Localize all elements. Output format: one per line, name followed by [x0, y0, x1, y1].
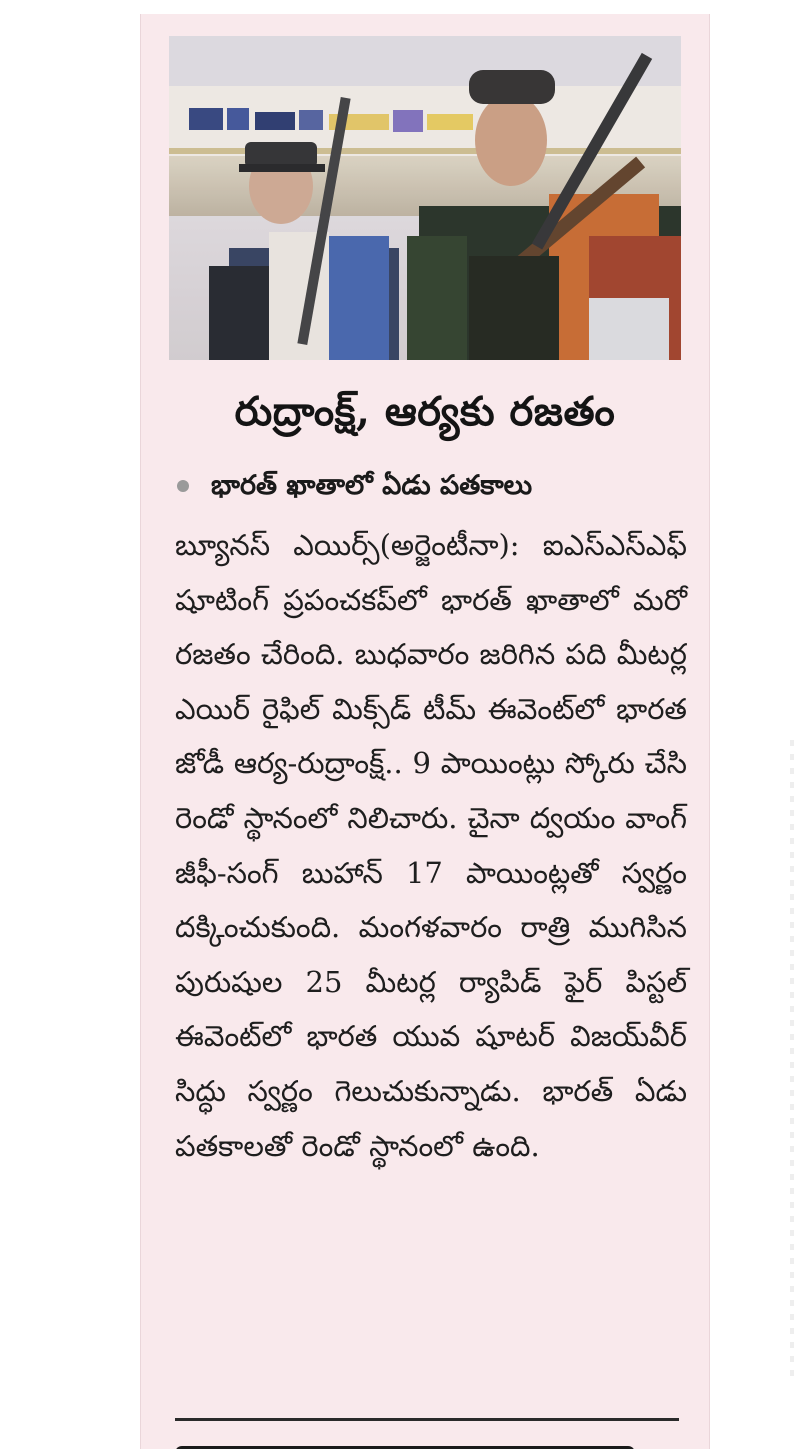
article-body: బ్యూనస్ ఎయిర్స్(అర్జెంటీనా): ఐఎస్ఎస్ఎఫ్ షూటింగ్ ప్రపంచకప్‌లో భారత్ ఖాతాలో మరో రజతం చేరింది. బుధవారం జరిగిన పది మీటర్ల ఎయిర్ రైఫిల్ మిక్స్‌డ్ టీమ్ ఈవెంట్‌లో భారత జోడీ ఆర్య-రుద్రాంక్ష్.. 9 పాయింట్లు స్కోరు చేసి రెండో స్థానంలో నిలిచారు. చైనా ద్వయం వాంగ్ జీఫీ-సంగ్ బుహాన్ 17 పాయింట్లతో స్వర్ణం దక్కించుకుంది. మంగళవారం రాత్రి ముగిసిన పురుషుల 25 మీటర్ల ర్యాపిడ్ ఫైర్ పిస్టల్ ఈవెంట్‌లో భారత యువ షూటర్ విజయ్‌వీర్ సిద్ధు స్వర్ణం గెలుచుకున్నాడు. భారత్ ఏడు పతకాలతో రెండో స్థానంలో ఉంది.	[175, 528, 687, 1163]
news-clipping	[140, 14, 710, 1449]
scan-edge	[790, 740, 794, 1380]
bullet-icon	[177, 480, 189, 492]
subheadline	[177, 466, 687, 506]
divider	[175, 1418, 679, 1421]
subheadline-text: భారత్ ఖాతాలో ఏడు పతకాలు	[211, 470, 533, 501]
headline: రుద్రాంక్ష్, ఆర్యకు రజతం	[234, 388, 616, 435]
next-article-headline-cutoff	[175, 1434, 679, 1449]
article-photo	[169, 36, 681, 360]
